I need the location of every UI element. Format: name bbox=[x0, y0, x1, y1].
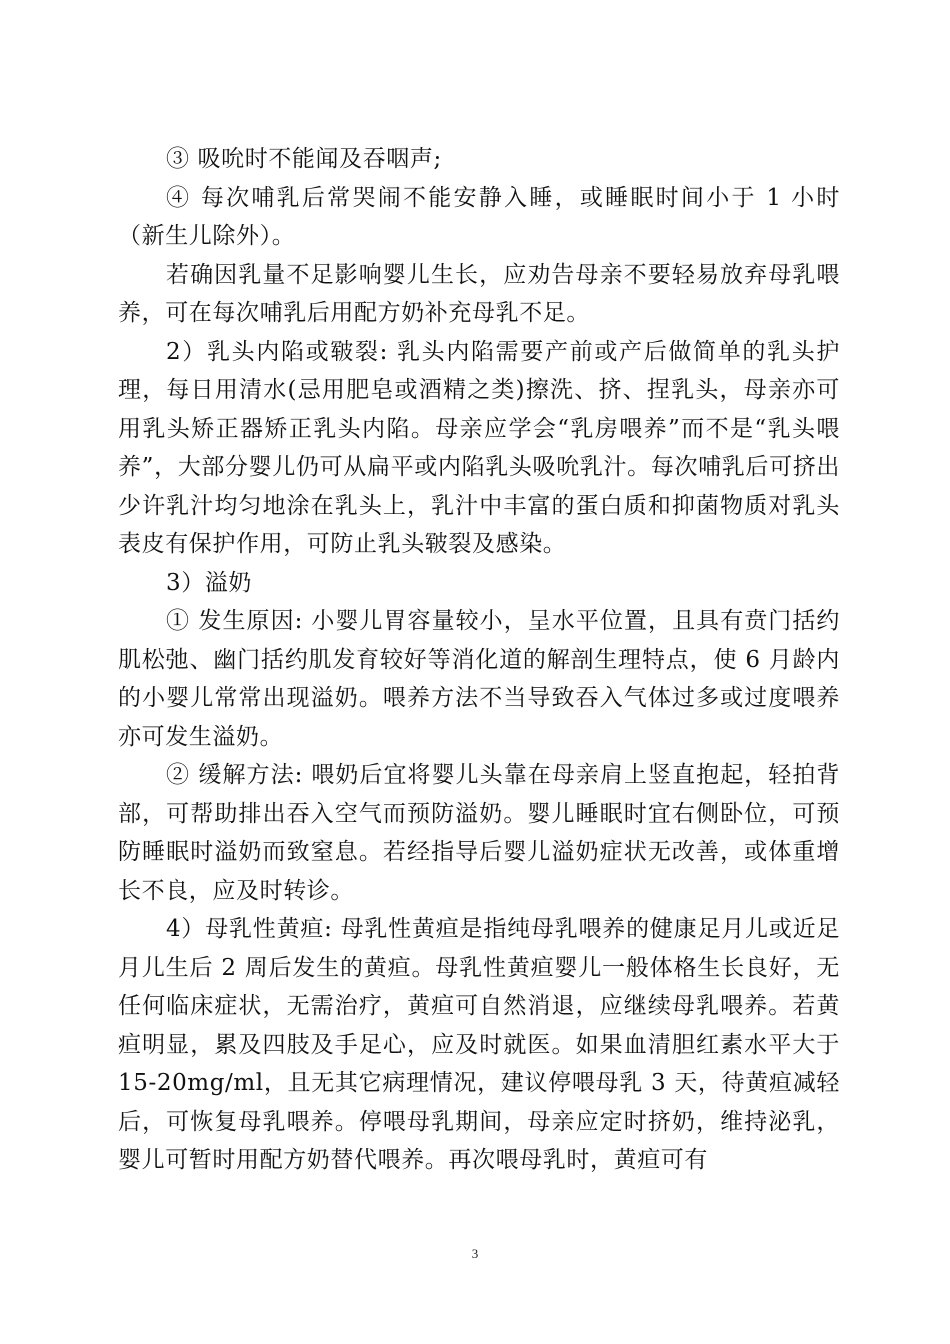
body-text bbox=[118, 140, 840, 1180]
paragraph-6: ① 发生原因: 小婴儿胃容量较小，呈水平位置，且具有贲门括约肌松弛、幽门括约肌发育较好等消化道的解剖生理特点，使 6 月龄内的小婴儿常常出现溢奶。喂养方法不当导致吞入气体过多或过度喂养亦可发生溢奶。 bbox=[118, 608, 840, 750]
paragraph-8: 4）母乳性黄疸: 母乳性黄疸是指纯母乳喂养的健康足月儿或近足月儿生后 2 周后发生的黄疸。母乳性黄疸婴儿一般体格生长良好，无任何临床症状，无需治疗，黄疸可自然消退，应继续母乳喂养。若黄疸明显，累及四肢及手足心，应及时就医。如果血清胆红素水平大于 15-20mg/ml，且无其它病理情况，建议停喂母乳 3 天，待黄疸减轻后，可恢复母乳喂养。停喂母乳期间，母亲应定时挤奶，维持泌乳，婴儿可暂时用配方奶替代喂养。再次喂母乳时，黄疸可有 bbox=[118, 916, 840, 1173]
paragraph-7: ② 缓解方法: 喂奶后宜将婴儿头靠在母亲肩上竖直抱起，轻拍背部，可帮助排出吞入空气而预防溢奶。婴儿睡眠时宜右侧卧位，可预防睡眠时溢奶而致窒息。若经指导后婴儿溢奶症状无改善，或体重增长不良，应及时转诊。 bbox=[118, 762, 840, 904]
paragraph-5: 3）溢奶 bbox=[166, 569, 253, 596]
paragraph-1: ③ 吸吮时不能闻及吞咽声; bbox=[166, 146, 442, 172]
paragraph-2: ④ 每次哺乳后常哭闹不能安静入睡，或睡眠时间小于 1 小时（新生儿除外）。 bbox=[118, 184, 840, 249]
page-number: 3 bbox=[471, 1246, 479, 1261]
paragraph-3: 若确因乳量不足影响婴儿生长，应劝告母亲不要轻易放弃母乳喂养，可在每次哺乳后用配方奶补充母乳不足。 bbox=[118, 261, 840, 326]
paragraph-4: 2）乳头内陷或皲裂: 乳头内陷需要产前或产后做简单的乳头护理，每日用清水(忌用肥皂或酒精之类)擦洗、挤、捏乳头，母亲亦可用乳头矫正器矫正乳头内陷。母亲应学会“乳房喂养”而不是“乳头喂养”，大部分婴儿仍可从扁平或内陷乳头吸吮乳汁。每次哺乳后可挤出少许乳汁均匀地涂在乳头上，乳汁中丰富的蛋白质和抑菌物质对乳头表皮有保护作用，可防止乳头皲裂及感染。 bbox=[118, 338, 840, 557]
